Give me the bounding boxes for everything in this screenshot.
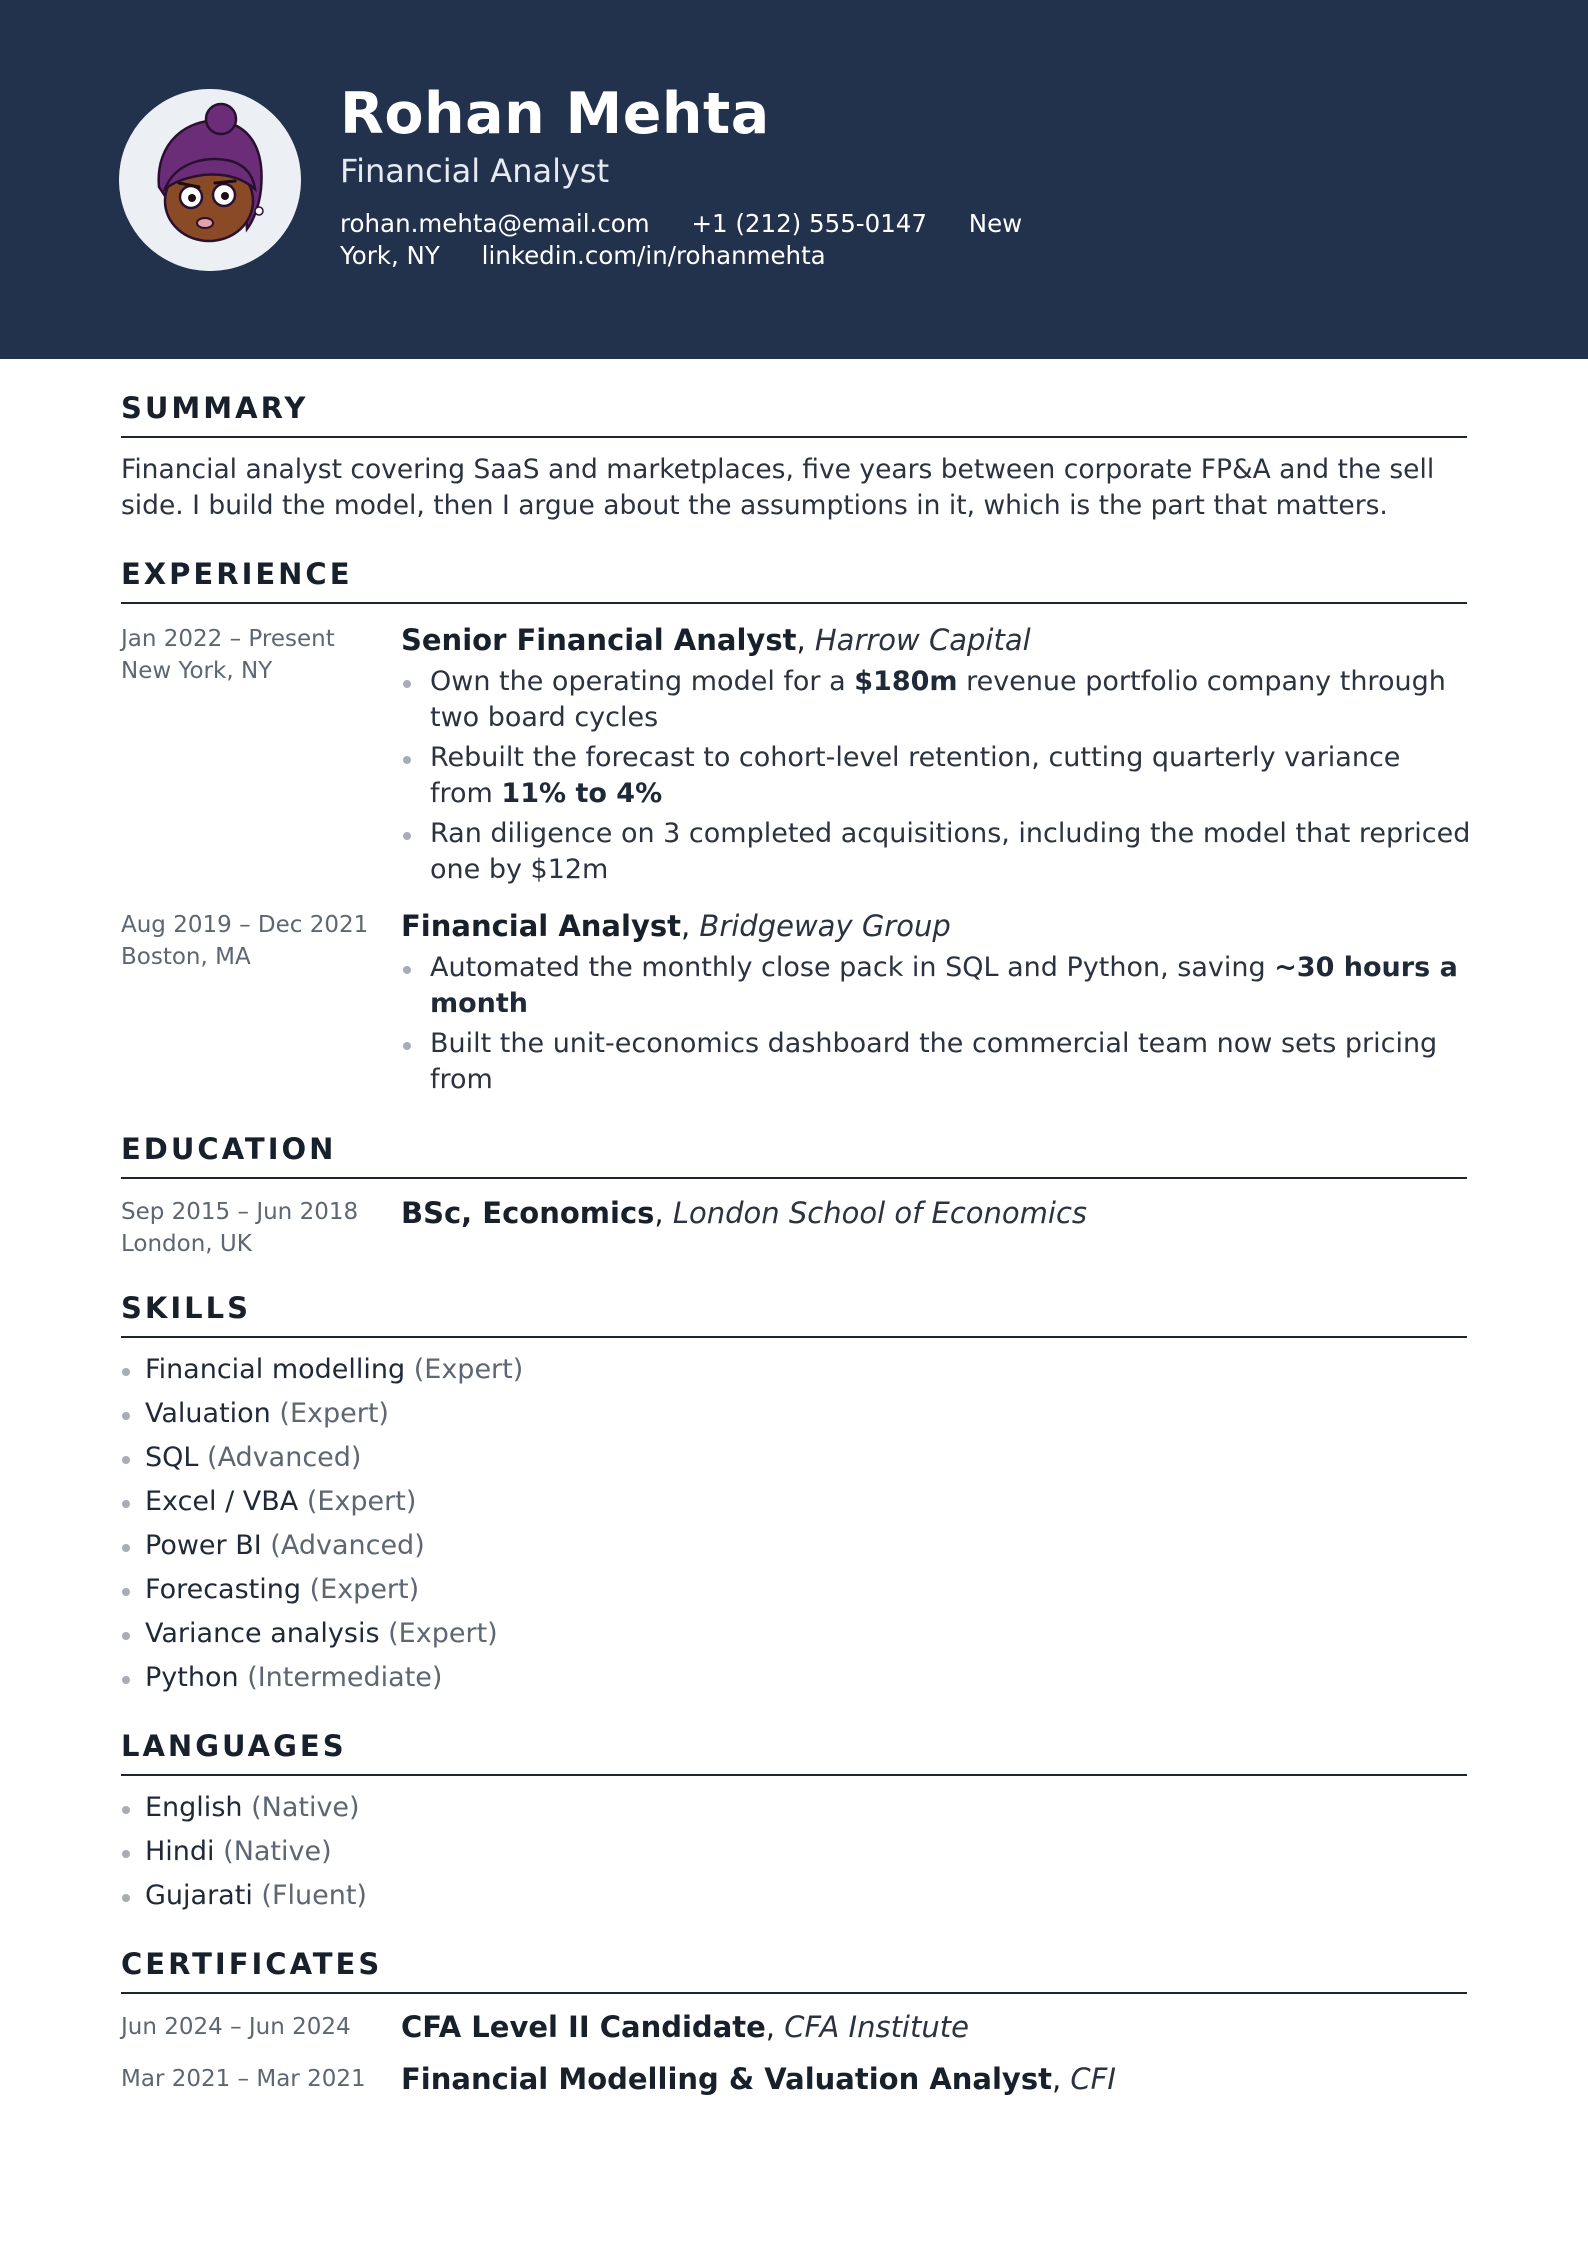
- role-title: Financial Analyst: [401, 909, 681, 943]
- summary-text: Financial analyst covering SaaS and marketplaces, five years between corporate FP&A and the sell side. I build the model, then I argue about the assumptions in it, which is the part that matters.: [121, 454, 1435, 521]
- section-heading-skills: SKILLS: [121, 1290, 1467, 1338]
- company-name: Harrow Capital: [814, 623, 1031, 657]
- role-title: Senior Financial Analyst: [401, 623, 797, 657]
- education-location: London, UK: [121, 1231, 252, 1257]
- experience-location: Boston, MA: [121, 944, 251, 970]
- contact-info: [340, 208, 1080, 272]
- list-item: Excel / VBA (Expert): [121, 1480, 921, 1524]
- skills-list: [121, 1348, 921, 1700]
- education-dates: Sep 2015 – Jun 2018: [121, 1199, 359, 1225]
- certificate-issuer: CFA Institute: [784, 2010, 969, 2044]
- section-heading-languages: LANGUAGES: [121, 1728, 1467, 1776]
- experience-bullets: [401, 950, 1471, 1102]
- list-item: Python (Intermediate): [121, 1656, 921, 1700]
- languages-list: [121, 1786, 921, 1918]
- experience-bullets: [401, 664, 1471, 892]
- certificate-entry: CFA Level II Candidate, CFA Institute: [401, 2010, 969, 2044]
- list-item: English (Native): [121, 1786, 921, 1830]
- experience-role: Financial Analyst, Bridgeway Group: [401, 909, 951, 943]
- experience-dates: Aug 2019 – Dec 2021: [121, 912, 369, 938]
- candidate-name: Rohan Mehta: [340, 81, 770, 147]
- section-heading-experience: EXPERIENCE: [121, 556, 1467, 604]
- experience-meta: [121, 623, 401, 687]
- experience-location: New York, NY: [121, 658, 273, 684]
- certificate-dates: Mar 2021 – Mar 2021: [121, 2066, 366, 2092]
- list-item: Ran diligence on 3 completed acquisitions, including the model that repriced one by $12m: [401, 816, 1471, 888]
- list-item: Built the unit-economics dashboard the commercial team now sets pricing from: [401, 1026, 1471, 1098]
- list-item: Own the operating model for a $180m revenue portfolio company through two board cycles: [401, 664, 1471, 736]
- list-item: Variance analysis (Expert): [121, 1612, 921, 1656]
- school-name: London School of Economics: [672, 1196, 1088, 1230]
- candidate-title: Financial Analyst: [340, 152, 610, 190]
- education-meta: [121, 1196, 401, 1260]
- list-item: Gujarati (Fluent): [121, 1874, 921, 1918]
- list-item: Power BI (Advanced): [121, 1524, 921, 1568]
- certificate-name: Financial Modelling & Valuation Analyst: [401, 2062, 1052, 2096]
- avatar: [119, 89, 301, 271]
- list-item: Rebuilt the forecast to cohort-level retention, cutting quarterly variance from 11% to 4%: [401, 740, 1471, 812]
- section-heading-summary: SUMMARY: [121, 390, 1467, 438]
- email-link[interactable]: rohan.mehta@email.com: [340, 209, 650, 238]
- phone-number: +1 (212) 555-0147: [691, 209, 927, 238]
- list-item: Financial modelling (Expert): [121, 1348, 921, 1392]
- certificate-dates: Jun 2024 – Jun 2024: [121, 2014, 351, 2040]
- section-heading-education: EDUCATION: [121, 1131, 1467, 1179]
- list-item: Valuation (Expert): [121, 1392, 921, 1436]
- list-item: SQL (Advanced): [121, 1436, 921, 1480]
- experience-role: Senior Financial Analyst, Harrow Capital: [401, 623, 1031, 657]
- cartoon-avatar-icon: [119, 89, 301, 271]
- education-entry: BSc, Economics, London School of Economics: [401, 1196, 1088, 1230]
- list-item: Automated the monthly close pack in SQL and Python, saving ~30 hours a month: [401, 950, 1471, 1022]
- certificate-name: CFA Level II Candidate: [401, 2010, 766, 2044]
- experience-meta: [121, 909, 401, 973]
- experience-dates: Jan 2022 – Present: [121, 626, 335, 652]
- company-name: Bridgeway Group: [699, 909, 951, 943]
- list-item: Forecasting (Expert): [121, 1568, 921, 1612]
- resume-header: [0, 0, 1588, 359]
- degree-name: BSc, Economics: [401, 1196, 655, 1230]
- section-heading-certificates: CERTIFICATES: [121, 1946, 1467, 1994]
- list-item: Hindi (Native): [121, 1830, 921, 1874]
- linkedin-link[interactable]: linkedin.com/in/rohanmehta: [481, 241, 826, 270]
- certificate-issuer: CFI: [1070, 2062, 1116, 2096]
- certificate-entry: Financial Modelling & Valuation Analyst, CFI: [401, 2062, 1116, 2096]
- location: New York, NY: [340, 209, 1023, 270]
